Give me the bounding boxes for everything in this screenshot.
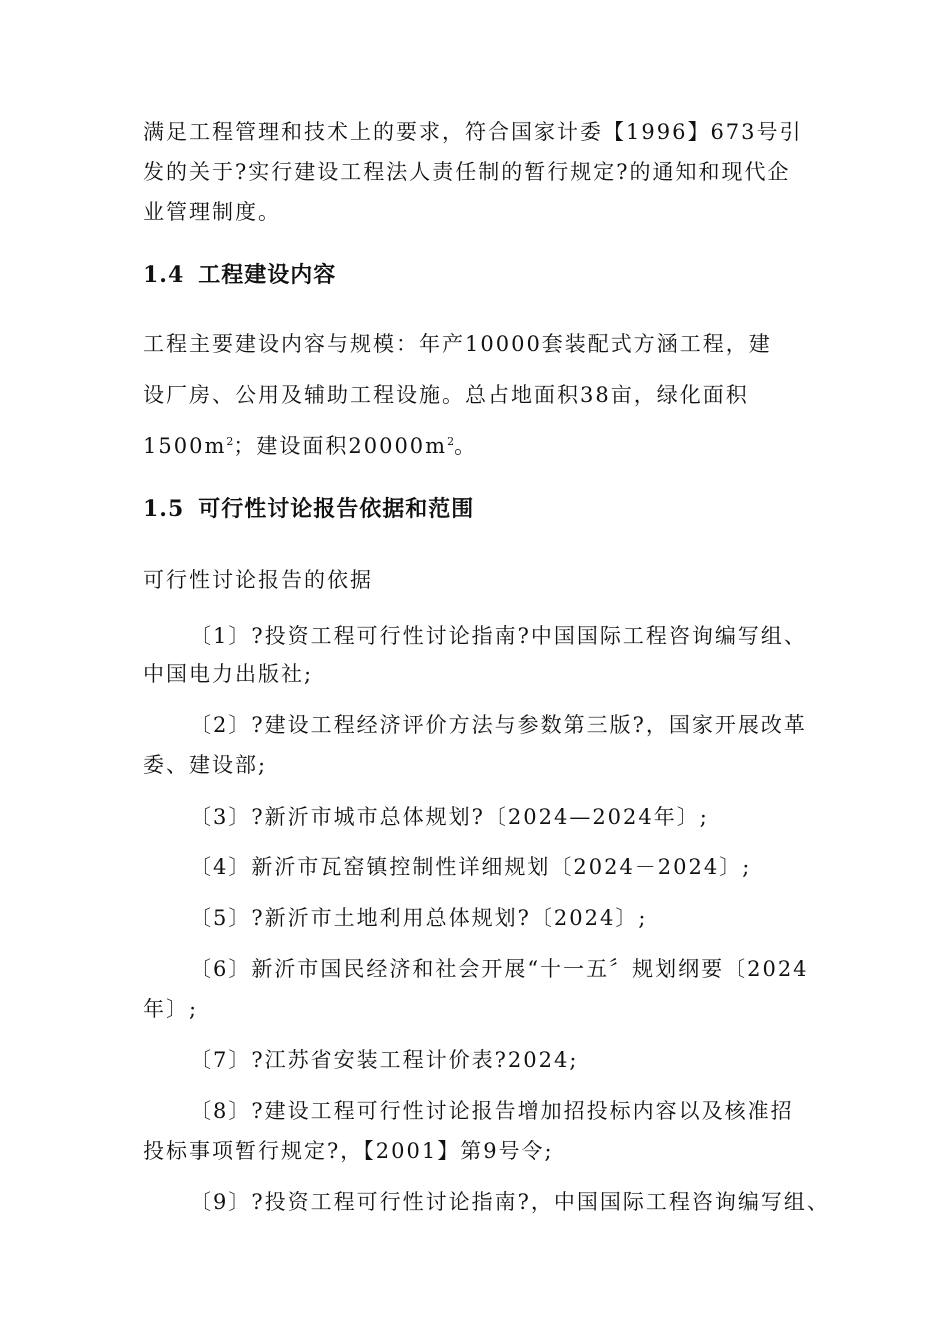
superscript: 2: [226, 435, 234, 448]
reference-item-5: 〔5〕?新沂市土地利用总体规划?〔2024〕;: [190, 906, 648, 930]
section-heading-1-5: [143, 494, 474, 524]
content-line-3: [143, 432, 477, 460]
reference-item-8-cont: 投标事项暂行规定?，【2001】第9号令;: [143, 1139, 554, 1163]
reference-item-8: 〔8〕?建设工程可行性讨论报告增加招投标内容以及核准招: [190, 1099, 794, 1123]
section-title: 可行性讨论报告依据和范围: [198, 496, 475, 522]
reference-item-2-cont: 委、建设部;: [143, 753, 268, 777]
superscript: 2: [447, 435, 455, 448]
reference-item-2: 〔2〕?建设工程经济评价方法与参数第三版?，国家开展改革: [190, 713, 807, 737]
reference-item-3: 〔3〕?新沂市城市总体规划?〔2024—2024年〕;: [190, 805, 709, 829]
section-number: 1.5: [143, 496, 185, 522]
section-number: 1.4: [143, 262, 185, 288]
area-value-2: ；建设面积20000m: [233, 434, 448, 458]
content-line-1: 工程主要建设内容与规模：年产10000套装配式方涵工程，建: [143, 332, 772, 356]
reference-item-1-cont: 中国电力出版社;: [143, 662, 314, 686]
reference-item-6: 〔6〕新沂市国民经济和社会开展“十一五〞规划纲要〔2024: [190, 957, 809, 981]
reference-item-1: 〔1〕?投资工程可行性讨论指南?中国国际工程咨询编写组、: [190, 624, 807, 648]
area-value-1: 1500m: [143, 434, 227, 458]
intro-line-3: 业管理制度。: [143, 200, 281, 224]
reference-item-6-cont: 年〕;: [143, 997, 199, 1021]
content-line-2: 设厂房、公用及辅助工程设施。总占地面积38亩，绿化面积: [143, 383, 749, 407]
reference-item-4: 〔4〕新沂市瓦窑镇控制性详细规划〔2024－2024〕;: [190, 855, 752, 879]
intro-line-1: 满足工程管理和技术上的要求，符合国家计委【1996】673号引: [143, 120, 803, 144]
intro-line-2: 发的关于?实行建设工程法人责任制的暂行规定?的通知和现代企: [143, 160, 791, 184]
basis-subtitle: 可行性讨论报告的依据: [143, 568, 373, 592]
reference-item-9: 〔9〕?投资工程可行性讨论指南?，中国国际工程咨询编写组、: [190, 1190, 830, 1214]
section-title: 工程建设内容: [198, 262, 337, 288]
section-heading-1-4: [143, 260, 336, 290]
period: 。: [454, 434, 478, 458]
reference-item-7: 〔7〕?江苏省安装工程计价表?2024;: [190, 1048, 579, 1072]
